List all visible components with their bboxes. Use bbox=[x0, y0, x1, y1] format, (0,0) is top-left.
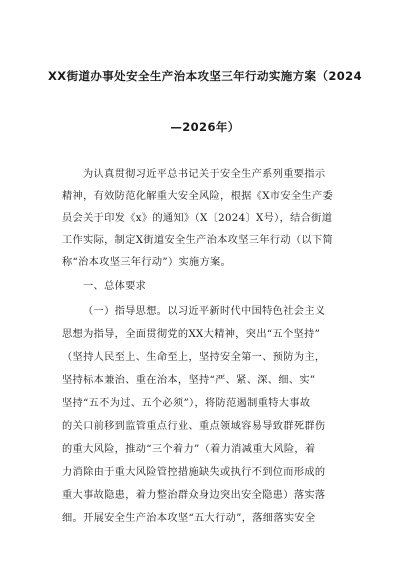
paragraph-line: 坚持标本兼治、重在治本，坚持“严、紧、深、细、实” bbox=[62, 375, 316, 386]
paragraph-line: 思想为指导，全面贯彻党的XX大精神，突出“五个坚持” bbox=[62, 329, 321, 340]
paragraph-line: 精神，有效防范化解重大安全风险，根据《X市安全生产委 bbox=[62, 191, 334, 202]
paragraph-line: 的关口前移到监管重点行业、重点领域容易导致群死群伤 bbox=[62, 421, 326, 432]
paragraph-line: 为认真贯彻习近平总书记关于安全生产系列重要指示 bbox=[83, 169, 326, 180]
paragraph-line: （坚持人民至上、生命至上，坚持安全第一、预防为主， bbox=[62, 352, 326, 363]
document-title-line-2: —2026年） bbox=[170, 120, 240, 134]
document-title-line-1: XX街道办事处安全生产治本攻坚三年行动实施方案（2024 bbox=[48, 69, 362, 83]
paragraph-line: 重大事故隐患，着力整治群众身边突出安全隐患）落实落 bbox=[62, 490, 326, 501]
section-heading: 一、总体要求 bbox=[83, 281, 147, 292]
paragraph-line: （一）指导思想。以习近平新时代中国特色社会主义 bbox=[83, 306, 326, 317]
paragraph-line: 称“治本攻坚三年行动”）实施方案。 bbox=[62, 257, 232, 268]
paragraph-line: 坚持“五不为过、五个必须”），将防范遏制重特大事故 bbox=[62, 398, 311, 409]
paragraph-line: 的重大风险，推动“三个着力”（着力消减重大风险，着 bbox=[62, 444, 316, 455]
paragraph-line: 力消除由于重大风险管控措施缺失或执行不到位而形成的 bbox=[62, 467, 326, 478]
paragraph-line: 员会关于印发《x》的通知》（X〔2024〕X号），结合街道 bbox=[62, 213, 333, 224]
paragraph-line: 工作实际，制定X街道安全生产治本攻坚三年行动（以下简 bbox=[62, 235, 334, 246]
paragraph-line: 细。开展安全生产治本攻坚“五大行动”，落细落实安全 bbox=[62, 513, 316, 524]
